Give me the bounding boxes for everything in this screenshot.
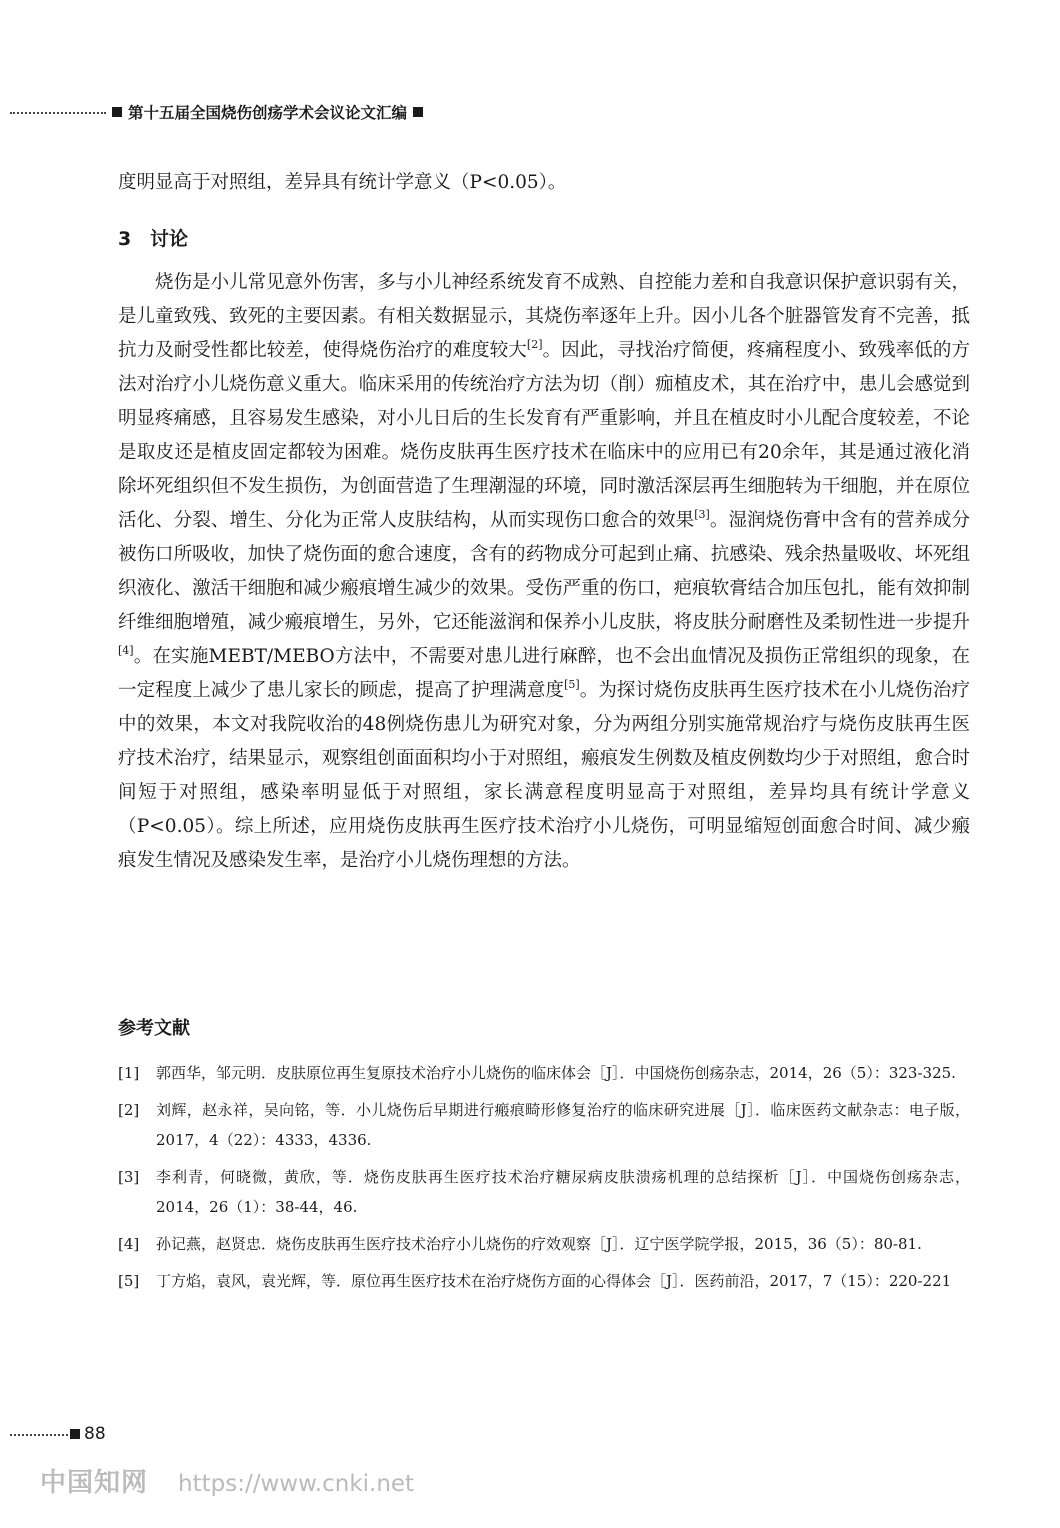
discussion-text: 烧伤是小儿常见意外伤害，多与小儿神经系统发育不成熟、自控能力差和自我意识保护意识弱有关，是儿童致残、致死的主要因素。有相关数据显示，其烧伤率逐年上升。因小儿各个脏器管发育不完善，抵抗力及耐受性都比较差，使得烧伤治疗的难度较大 [118, 272, 970, 361]
square-bullet-icon [112, 107, 122, 117]
reference-item [118, 1058, 970, 1088]
watermark-logo: 中国知网 [40, 1468, 149, 1498]
reference-label: [1] [118, 1064, 140, 1082]
running-header [10, 100, 500, 124]
reference-label: [4] [118, 1235, 140, 1253]
reference-item [118, 1266, 970, 1296]
section-number: 3 [118, 228, 132, 250]
lead-paragraph: 度明显高于对照组，差异具有统计学意义（P<0.05）。 [118, 172, 567, 193]
square-bullet-icon [70, 1429, 80, 1439]
section-title: 讨论 [150, 228, 189, 250]
page-footer [10, 1424, 106, 1444]
reference-label: [2] [118, 1101, 140, 1119]
page-number: 88 [84, 1424, 106, 1444]
header-title: 第十五届全国烧伤创疡学术会议论文汇编 [128, 104, 408, 122]
watermark-url: https://www.cnki.net [178, 1471, 415, 1497]
reference-text: 孙记燕，赵贤忠．烧伤皮肤再生医疗技术治疗小儿烧伤的疗效观察［J］．辽宁医学院学报，2015，36（5）：80-81. [156, 1235, 922, 1253]
section-heading [118, 222, 970, 256]
footer-dotted-rule [10, 1434, 68, 1436]
discussion-text: 。因此，寻找治疗简便，疼痛程度小、致残率低的方法对治疗小儿烧伤意义重大。临床采用的传统治疗方法为切（削）痂植皮术，其在治疗中，患儿会感觉到明显疼痛感，且容易发生感染，对小儿日后的生长发育有严重影响，并且在植皮时小儿配合度较差，不论是取皮还是植皮固定都较为困难。烧伤皮肤再生医疗技术在临床中的应用已有20余年，其是通过液化消除坏死组织但不发生损伤，为创面营造了生理潮湿的环境，同时激活深层再生细胞转为干细胞，并在原位活化、分裂、增生、分化为正常人皮肤结构，从而实现伤口愈合的效果 [118, 340, 970, 531]
reference-text: 丁方焰，袁风，袁光辉，等．原位再生医疗技术在治疗烧伤方面的心得体会［J］．医药前沿，2017，7（15）：220-221 [156, 1272, 952, 1290]
references-heading: 参考文献 [118, 1018, 190, 1039]
reference-list [118, 1058, 970, 1303]
reference-label: [5] [118, 1272, 140, 1290]
citation: [2] [526, 338, 543, 351]
discussion-paragraph [118, 266, 970, 878]
reference-item [118, 1095, 970, 1155]
reference-label: [3] [118, 1168, 140, 1186]
square-bullet-icon [413, 107, 423, 117]
cnki-watermark [40, 1462, 414, 1499]
citation: [5] [564, 678, 580, 691]
citation: [3] [694, 508, 710, 521]
discussion-text: 。为探讨烧伤皮肤再生医疗技术在小儿烧伤治疗中的效果，本文对我院收治的48例烧伤患儿为研究对象，分为两组分别实施常规治疗与烧伤皮肤再生医疗技术治疗，结果显示，观察组创面面积均小于对照组，瘢痕发生例数及植皮例数均少于对照组，愈合时间短于对照组，感染率明显低于对照组，家长满意程度明显高于对照组，差异均具有统计学意义（P<0.05）。综上所述，应用烧伤皮肤再生医疗技术治疗小儿烧伤，可明显缩短创面愈合时间、减少瘢痕发生情况及感染发生率，是治疗小儿烧伤理想的方法。 [118, 680, 970, 871]
discussion-text: 。湿润烧伤膏中含有的营养成分被伤口所吸收，加快了烧伤面的愈合速度，含有的药物成分可起到止痛、抗感染、残余热量吸收、坏死组织液化、激活干细胞和减少瘢痕增生减少的效果。受伤严重的伤口，疤痕软膏结合加压包扎，能有效抑制纤维细胞增殖，减少瘢痕增生，另外，它还能滋润和保养小儿皮肤，将皮肤分耐磨性及柔韧性进一步提升 [118, 510, 970, 633]
reference-item [118, 1162, 970, 1222]
reference-text: 李利青，何晓微，黄欣，等．烧伤皮肤再生医疗技术治疗糖尿病皮肤溃疡机理的总结探析［J］．中国烧伤创疡杂志，2014，26（1）：38-44，46. [156, 1168, 970, 1216]
discussion-text: 。在实施MEBT/MEBO方法中，不需要对患儿进行麻醉，也不会出血情况及损伤正常组织的现象，在一定程度上减少了患儿家长的顾虑，提高了护理满意度 [118, 646, 970, 701]
reference-text: 刘辉，赵永祥，吴向铭，等．小儿烧伤后早期进行瘢痕畸形修复治疗的临床研究进展［J］．临床医药文献杂志：电子版，2017，4（22）：4333，4336. [156, 1101, 970, 1149]
reference-item [118, 1229, 970, 1259]
reference-text: 郭西华，邹元明．皮肤原位再生复原技术治疗小儿烧伤的临床体会［J］．中国烧伤创疡杂志，2014，26（5）：323-325. [156, 1064, 956, 1082]
citation: [4] [118, 644, 134, 657]
header-dotted-rule [10, 112, 106, 114]
